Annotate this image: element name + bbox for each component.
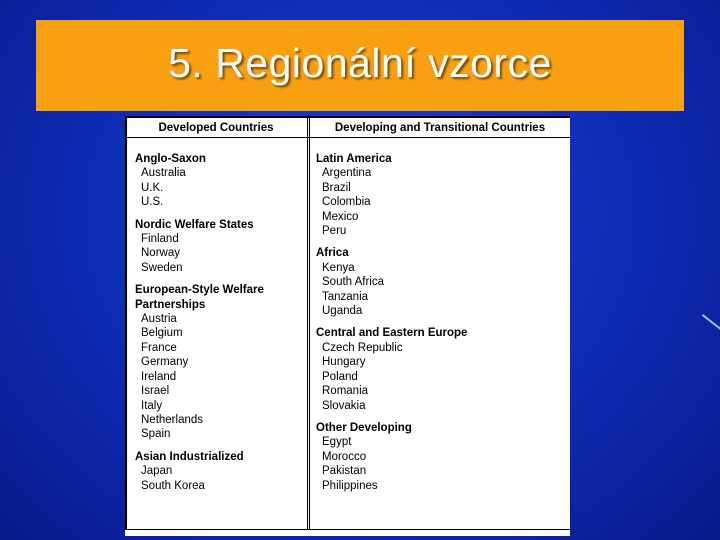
country-item: Brazil — [322, 181, 351, 194]
country-group — [316, 152, 566, 238]
header-developing: Developing and Transitional Countries — [334, 122, 546, 134]
developing-column — [316, 152, 566, 501]
table-left-edge — [125, 116, 127, 530]
country-item: Belgium — [141, 327, 183, 340]
country-group — [316, 246, 566, 318]
country-item: Argentina — [322, 167, 372, 180]
country-item: Morocco — [322, 450, 367, 463]
country-group — [316, 421, 566, 493]
group-title: Africa — [316, 247, 349, 260]
country-item: Germany — [141, 356, 189, 369]
country-item: South Korea — [141, 479, 205, 492]
country-item: Netherlands — [141, 413, 204, 426]
country-item: Israel — [141, 385, 170, 398]
country-group — [135, 218, 303, 276]
country-item: U.K. — [141, 181, 164, 194]
country-group — [135, 283, 303, 441]
country-table — [125, 116, 570, 536]
country-item: Colombia — [322, 196, 371, 209]
group-title: European-Style Welfare Partnerships — [135, 284, 264, 311]
group-title: Latin America — [316, 153, 392, 165]
group-title: Asian Industrialized — [135, 450, 244, 463]
group-title: Anglo-Saxon — [135, 153, 206, 165]
group-title: Central and Eastern Europe — [316, 327, 468, 340]
country-item: France — [141, 341, 177, 354]
country-item: U.S. — [141, 196, 164, 209]
country-item: Finland — [141, 233, 179, 246]
country-item: Australia — [141, 167, 186, 180]
slide-title: 5. Regionální vzorce — [168, 40, 552, 86]
country-item: Slovakia — [322, 399, 366, 412]
title-bar — [36, 20, 684, 111]
developed-column — [135, 152, 303, 501]
country-group — [135, 152, 303, 210]
country-item: Mexico — [322, 210, 359, 223]
table-top-rule — [125, 116, 570, 118]
group-title: Other Developing — [316, 421, 412, 434]
country-item: Czech Republic — [322, 341, 403, 354]
country-group — [316, 326, 566, 412]
column-divider — [307, 118, 310, 530]
country-item: Norway — [141, 247, 180, 260]
country-item: Uganda — [322, 305, 363, 318]
country-item: Hungary — [322, 356, 366, 369]
country-item: Tanzania — [322, 290, 369, 303]
country-item: Kenya — [322, 261, 355, 274]
group-title: Nordic Welfare States — [135, 218, 254, 231]
country-item: Peru — [322, 225, 347, 238]
country-item: Pakistan — [322, 465, 367, 478]
country-item: South Africa — [322, 276, 385, 289]
country-group — [135, 450, 303, 493]
country-item: Spain — [141, 428, 171, 441]
decorative-line — [702, 314, 720, 334]
country-item: Ireland — [141, 370, 177, 383]
country-item: Romania — [322, 385, 369, 398]
header-developed: Developed Countries — [158, 122, 274, 134]
country-item: Poland — [322, 370, 358, 383]
country-item: Sweden — [141, 261, 183, 274]
country-item: Japan — [141, 465, 173, 478]
table-bottom-rule — [125, 529, 570, 530]
country-item: Italy — [141, 399, 163, 412]
country-item: Austria — [141, 313, 177, 326]
table-header-rule — [125, 137, 570, 138]
country-item: Philippines — [322, 479, 378, 492]
country-item: Egypt — [322, 436, 352, 449]
